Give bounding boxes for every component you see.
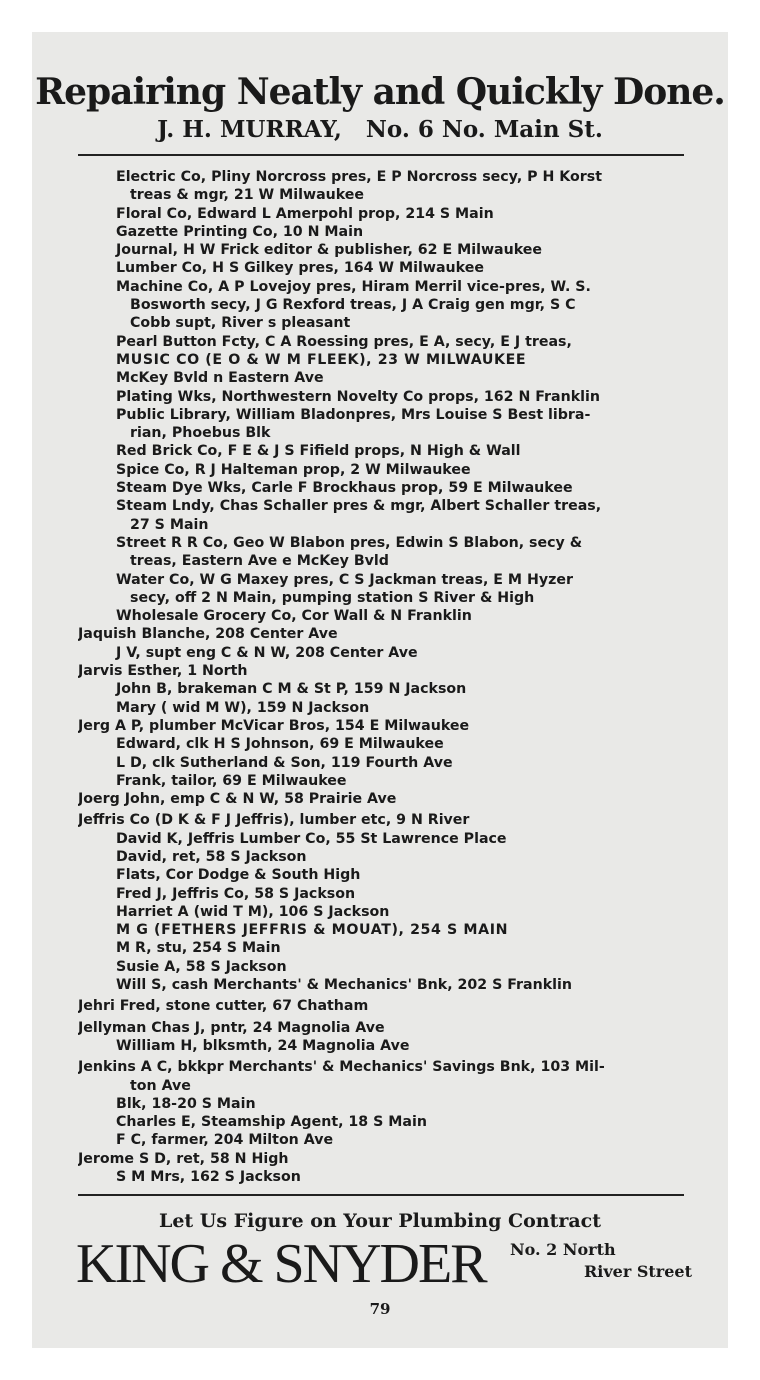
- entry-continuation: 27 S Main: [130, 516, 209, 533]
- directory-subentry: Floral Co, Edward L Amerpohl prop, 214 S Main: [116, 205, 494, 222]
- directory-subentry: David K, Jeffris Lumber Co, 55 St Lawrence Place: [116, 830, 507, 847]
- directory-subentry: Pearl Button Fcty, C A Roessing pres, E A, secy, E J treas,: [116, 333, 572, 350]
- footer-ad-address-line2: River Street: [584, 1262, 692, 1281]
- directory-subentry: Steam Dye Wks, Carle F Brockhaus prop, 59 E Milwaukee: [116, 480, 573, 497]
- directory-subentry: M G (FETHERS JEFFRIS & MOUAT), 254 S MAIN: [116, 922, 509, 939]
- entry-continuation: Bosworth secy, J G Rexford treas, J A Craig gen mgr, S C: [130, 297, 576, 314]
- directory-subentry: David, ret, 58 S Jackson: [116, 848, 307, 865]
- directory-subentry: MUSIC CO (E O & W M FLEEK), 23 W MILWAUKEE: [116, 351, 527, 368]
- directory-subentry: M R, stu, 254 S Main: [116, 940, 281, 957]
- entry-continuation: Cobb supt, River s pleasant: [130, 315, 351, 332]
- directory-entry: Jaquish Blanche, 208 Center Ave: [78, 626, 338, 643]
- directory-subentry: Plating Wks, Northwestern Novelty Co props, 162 N Franklin: [116, 388, 600, 405]
- directory-subentry: Lumber Co, H S Gilkey pres, 164 W Milwaukee: [116, 260, 484, 277]
- directory-subentry: Spice Co, R J Halteman prop, 2 W Milwaukee: [116, 461, 471, 478]
- directory-subentry: J V, supt eng C & N W, 208 Center Ave: [116, 644, 418, 661]
- directory-subentry: Harriet A (wid T M), 106 S Jackson: [116, 903, 390, 920]
- directory-subentry: Red Brick Co, F E & J S Fifield props, N High & Wall: [116, 443, 521, 460]
- directory-subentry: Journal, H W Frick editor & publisher, 62 E Milwaukee: [116, 242, 543, 259]
- directory-subentry: Electric Co, Pliny Norcross pres, E P Norcross secy, P H Korst: [116, 169, 603, 185]
- top-divider: [78, 154, 684, 156]
- directory-subentry: Gazette Printing Co, 10 N Main: [116, 223, 364, 240]
- header-ad-slogan: Repairing Neatly and Quickly Done.: [35, 71, 725, 113]
- directory-listing: [78, 168, 688, 1186]
- footer-ad-brand: KING & SNYDER: [76, 1233, 486, 1295]
- directory-subentry: McKey Bvld n Eastern Ave: [116, 370, 324, 387]
- directory-subentry: Fred J, Jeffris Co, 58 S Jackson: [116, 885, 356, 902]
- directory-page: [32, 32, 728, 1348]
- directory-subentry: Charles E, Steamship Agent, 18 S Main: [116, 1114, 427, 1131]
- directory-subentry: John B, brakeman C M & St P, 159 N Jackson: [116, 681, 467, 698]
- header-ad-name: J. H. MURRAY,: [157, 116, 342, 143]
- directory-subentry: Steam Lndy, Chas Schaller pres & mgr, Albert Schaller treas,: [116, 498, 602, 515]
- directory-subentry: L D, clk Sutherland & Son, 119 Fourth Ave: [116, 754, 453, 771]
- directory-subentry: Edward, clk H S Johnson, 69 E Milwaukee: [116, 736, 444, 753]
- directory-subentry: Flats, Cor Dodge & South High: [116, 867, 361, 884]
- directory-entry: Jenkins A C, bkkpr Merchants' & Mechanics' Savings Bnk, 103 Mil-: [78, 1059, 605, 1076]
- directory-entry: Jerg A P, plumber McVicar Bros, 154 E Milwaukee: [78, 717, 470, 734]
- header-ad-address: No. 6 No. Main St.: [365, 116, 603, 143]
- directory-entry: Jerome S D, ret, 58 N High: [78, 1150, 289, 1167]
- directory-entry: Jellyman Chas J, pntr, 24 Magnolia Ave: [78, 1019, 385, 1036]
- footer-ad-headline: Let Us Figure on Your Plumbing Contract: [158, 1210, 602, 1232]
- directory-subentry: Frank, tailor, 69 E Milwaukee: [116, 772, 347, 789]
- directory-subentry: William H, blksmth, 24 Magnolia Ave: [116, 1037, 410, 1054]
- page-number: 79: [369, 1300, 391, 1318]
- directory-subentry: Mary ( wid M W), 159 N Jackson: [116, 699, 370, 716]
- directory-subentry: Street R R Co, Geo W Blabon pres, Edwin S Blabon, secy &: [116, 534, 583, 551]
- directory-subentry: F C, farmer, 204 Milton Ave: [116, 1132, 334, 1149]
- entry-continuation: ton Ave: [130, 1077, 191, 1094]
- entry-continuation: treas & mgr, 21 W Milwaukee: [130, 187, 365, 204]
- directory-subentry: Susie A, 58 S Jackson: [116, 958, 287, 975]
- bottom-divider: [78, 1194, 684, 1196]
- directory-entry: Joerg John, emp C & N W, 58 Prairie Ave: [78, 791, 397, 808]
- entry-continuation: rian, Phoebus Blk: [130, 425, 271, 442]
- directory-entry: Jarvis Esther, 1 North: [78, 663, 248, 680]
- directory-subentry: Water Co, W G Maxey pres, C S Jackman treas, E M Hyzer: [116, 571, 573, 588]
- directory-subentry: Public Library, William Bladonpres, Mrs Louise S Best libra-: [116, 406, 591, 423]
- directory-subentry: Will S, cash Merchants' & Mechanics' Bnk, 202 S Franklin: [116, 977, 572, 994]
- directory-subentry: S M Mrs, 162 S Jackson: [116, 1169, 301, 1186]
- header-ad-subline: [32, 116, 728, 144]
- directory-subentry: Blk, 18-20 S Main: [116, 1095, 256, 1112]
- directory-subentry: Machine Co, A P Lovejoy pres, Hiram Merril vice-pres, W. S.: [116, 278, 591, 295]
- directory-entry: Jehri Fred, stone cutter, 67 Chatham: [78, 998, 369, 1015]
- footer-ad-address-line1: No. 2 North: [510, 1240, 616, 1259]
- entry-continuation: secy, off 2 N Main, pumping station S River & High: [130, 589, 535, 606]
- entry-continuation: treas, Eastern Ave e McKey Bvld: [130, 553, 389, 570]
- directory-entry: Jeffris Co (D K & F J Jeffris), lumber etc, 9 N River: [78, 812, 470, 829]
- directory-subentry: Wholesale Grocery Co, Cor Wall & N Franklin: [116, 608, 472, 625]
